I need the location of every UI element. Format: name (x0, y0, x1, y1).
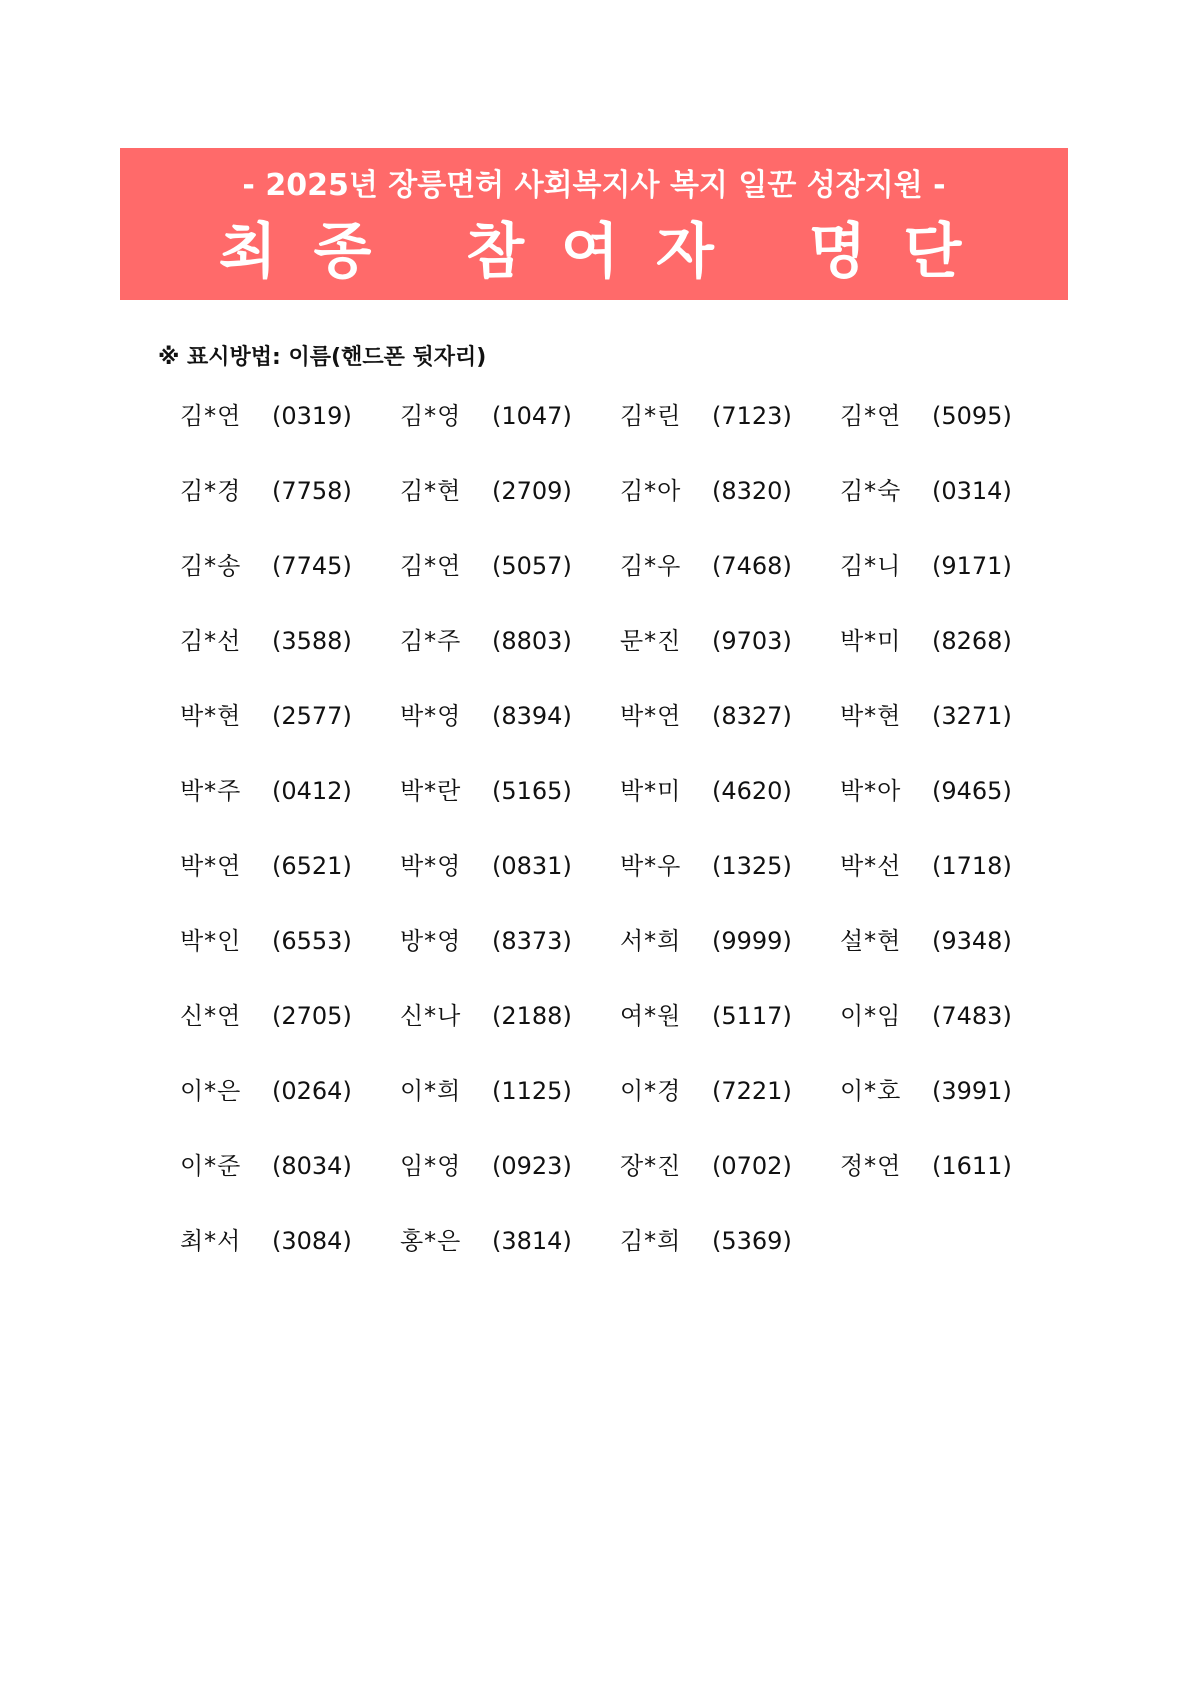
participant-entry (840, 773, 1060, 848)
participant-entry (400, 1073, 620, 1148)
participant-name: 이*임 (840, 1002, 902, 1030)
participant-phone-suffix: (3814) (492, 1227, 572, 1255)
participant-entry (400, 1148, 620, 1223)
participant-phone-suffix: (1718) (932, 852, 1012, 880)
participant-entry (840, 923, 1060, 998)
participant-entry (840, 473, 1060, 548)
participant-phone-suffix: (6553) (272, 927, 352, 955)
participant-phone-suffix: (8394) (492, 702, 572, 730)
participant-name: 김*니 (840, 552, 902, 580)
title-banner (120, 148, 1068, 300)
participant-name: 이*은 (180, 1077, 242, 1105)
participant-entry (840, 1073, 1060, 1148)
participant-name: 여*원 (620, 1002, 682, 1030)
participant-phone-suffix: (7483) (932, 1002, 1012, 1030)
participant-phone-suffix: (1047) (492, 402, 572, 430)
participant-entry (400, 473, 620, 548)
participant-phone-suffix: (2577) (272, 702, 352, 730)
participant-phone-suffix: (8034) (272, 1152, 352, 1180)
participant-entry (620, 548, 840, 623)
participant-name: 박*란 (400, 777, 462, 805)
participant-phone-suffix: (4620) (712, 777, 792, 805)
participant-name: 박*아 (840, 777, 902, 805)
participant-name: 김*린 (620, 402, 682, 430)
participant-entry (180, 1223, 400, 1298)
participant-phone-suffix: (5117) (712, 1002, 792, 1030)
banner-title: 최 종 참 여 자 명 단 (218, 217, 970, 287)
participant-entry (400, 623, 620, 698)
participant-entry (180, 923, 400, 998)
participant-entry (400, 548, 620, 623)
participant-phone-suffix: (3588) (272, 627, 352, 655)
participant-phone-suffix: (1125) (492, 1077, 572, 1105)
participant-name: 이*호 (840, 1077, 902, 1105)
participant-phone-suffix: (8327) (712, 702, 792, 730)
participant-entry (180, 548, 400, 623)
participant-entry (620, 398, 840, 473)
participant-phone-suffix: (0264) (272, 1077, 352, 1105)
participant-entry (180, 623, 400, 698)
participant-entry (180, 1073, 400, 1148)
participant-phone-suffix: (8803) (492, 627, 572, 655)
participant-entry (180, 698, 400, 773)
participant-entry (840, 623, 1060, 698)
display-method-note: ※ 표시방법: 이름(핸드폰 뒷자리) (158, 345, 487, 370)
participant-entry (400, 1223, 620, 1298)
participant-name: 장*진 (620, 1152, 682, 1180)
participant-phone-suffix: (5057) (492, 552, 572, 580)
participant-entry (620, 623, 840, 698)
participant-entry (840, 548, 1060, 623)
participant-phone-suffix: (0831) (492, 852, 572, 880)
participant-name: 신*나 (400, 1002, 462, 1030)
participant-entry (620, 1223, 840, 1298)
participant-phone-suffix: (0319) (272, 402, 352, 430)
participant-name: 박*선 (840, 852, 902, 880)
participant-entry (620, 473, 840, 548)
participant-phone-suffix: (5095) (932, 402, 1012, 430)
participant-phone-suffix: (0412) (272, 777, 352, 805)
participant-phone-suffix: (3991) (932, 1077, 1012, 1105)
participant-entry (400, 923, 620, 998)
participant-phone-suffix: (9703) (712, 627, 792, 655)
participant-name: 박*미 (840, 627, 902, 655)
banner-subtitle: - 2025년 장릉면허 사회복지사 복지 일꾼 성장지원 - (242, 168, 946, 203)
participant-entry (180, 848, 400, 923)
participant-name: 신*연 (180, 1002, 242, 1030)
participant-phone-suffix: (9999) (712, 927, 792, 955)
participant-phone-suffix: (3084) (272, 1227, 352, 1255)
participant-phone-suffix: (7123) (712, 402, 792, 430)
participant-name: 박*연 (180, 852, 242, 880)
participant-entry (840, 398, 1060, 473)
participant-name: 김*영 (400, 402, 462, 430)
participant-list (180, 398, 1060, 1298)
participant-phone-suffix: (0923) (492, 1152, 572, 1180)
participant-name: 박*우 (620, 852, 682, 880)
participant-name: 박*영 (400, 702, 462, 730)
participant-phone-suffix: (0702) (712, 1152, 792, 1180)
participant-name: 박*현 (180, 702, 242, 730)
participant-phone-suffix: (1325) (712, 852, 792, 880)
participant-entry (180, 473, 400, 548)
participant-entry (400, 998, 620, 1073)
participant-entry (180, 1148, 400, 1223)
participant-entry (180, 398, 400, 473)
participant-name: 김*송 (180, 552, 242, 580)
participant-phone-suffix: (7745) (272, 552, 352, 580)
participant-entry (620, 1073, 840, 1148)
participant-entry (840, 1148, 1060, 1223)
participant-phone-suffix: (9348) (932, 927, 1012, 955)
participant-entry (180, 998, 400, 1073)
participant-name: 김*선 (180, 627, 242, 655)
participant-name: 박*인 (180, 927, 242, 955)
participant-entry (840, 998, 1060, 1073)
participant-name: 설*현 (840, 927, 902, 955)
participant-phone-suffix: (8268) (932, 627, 1012, 655)
participant-phone-suffix: (6521) (272, 852, 352, 880)
participant-name: 방*영 (400, 927, 462, 955)
participant-name: 김*아 (620, 477, 682, 505)
participant-entry (620, 773, 840, 848)
participant-entry (620, 848, 840, 923)
participant-entry (840, 698, 1060, 773)
participant-name: 이*경 (620, 1077, 682, 1105)
participant-name: 박*미 (620, 777, 682, 805)
participant-phone-suffix: (8320) (712, 477, 792, 505)
participant-phone-suffix: (3271) (932, 702, 1012, 730)
participant-entry (400, 698, 620, 773)
participant-entry (400, 848, 620, 923)
participant-name: 이*준 (180, 1152, 242, 1180)
participant-name: 박*현 (840, 702, 902, 730)
participant-phone-suffix: (0314) (932, 477, 1012, 505)
participant-name: 최*서 (180, 1227, 242, 1255)
participant-name: 김*희 (620, 1227, 682, 1255)
participant-phone-suffix: (9465) (932, 777, 1012, 805)
participant-name: 김*숙 (840, 477, 902, 505)
participant-name: 김*연 (840, 402, 902, 430)
participant-name: 임*영 (400, 1152, 462, 1180)
participant-name: 문*진 (620, 627, 682, 655)
participant-name: 정*연 (840, 1152, 902, 1180)
participant-entry (620, 1148, 840, 1223)
participant-entry (400, 398, 620, 473)
participant-phone-suffix: (9171) (932, 552, 1012, 580)
participant-phone-suffix: (1611) (932, 1152, 1012, 1180)
participant-phone-suffix: (7758) (272, 477, 352, 505)
participant-phone-suffix: (5369) (712, 1227, 792, 1255)
participant-name: 김*우 (620, 552, 682, 580)
participant-name: 김*경 (180, 477, 242, 505)
participant-phone-suffix: (8373) (492, 927, 572, 955)
participant-name: 박*주 (180, 777, 242, 805)
participant-phone-suffix: (7468) (712, 552, 792, 580)
participant-name: 박*영 (400, 852, 462, 880)
participant-entry (620, 998, 840, 1073)
participant-entry (180, 773, 400, 848)
participant-entry (400, 773, 620, 848)
participant-name: 박*연 (620, 702, 682, 730)
participant-phone-suffix: (2709) (492, 477, 572, 505)
participant-entry (620, 923, 840, 998)
participant-phone-suffix: (5165) (492, 777, 572, 805)
participant-entry (620, 698, 840, 773)
participant-name: 김*연 (180, 402, 242, 430)
participant-phone-suffix: (2188) (492, 1002, 572, 1030)
participant-phone-suffix: (7221) (712, 1077, 792, 1105)
participant-phone-suffix: (2705) (272, 1002, 352, 1030)
participant-name: 이*희 (400, 1077, 462, 1105)
participant-name: 홍*은 (400, 1227, 462, 1255)
participant-name: 서*희 (620, 927, 682, 955)
participant-name: 김*현 (400, 477, 462, 505)
participant-entry (840, 848, 1060, 923)
participant-name: 김*연 (400, 552, 462, 580)
participant-name: 김*주 (400, 627, 462, 655)
